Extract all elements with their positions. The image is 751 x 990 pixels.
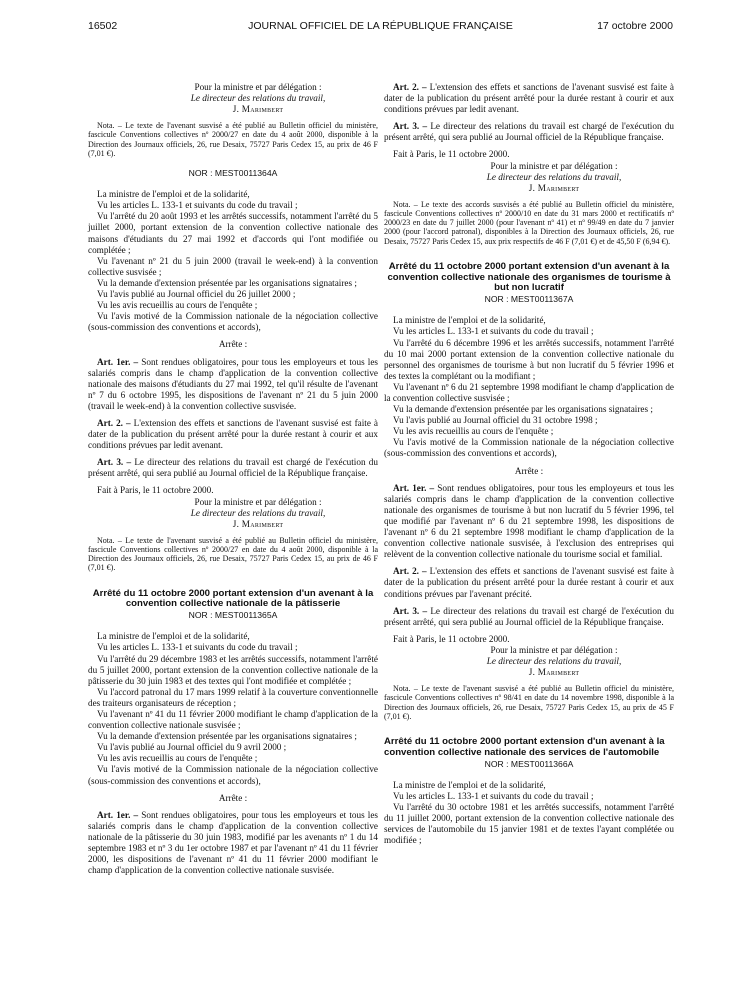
nota-text: Nota. – Le texte de l'avenant susvisé a été publié au Bulletin officiel du ministère, fascicule Conventions collectives nº 98/41 en date du 14 novembre 1998, disponible à la Direction des Journaux officiels, 26, rue Desaix, 75727 Paris Cedex 15, au prix de 45 F (7,01 €). [384,684,674,721]
arrete-title: Arrêté du 11 octobre 2000 portant extension d'un avenant à la convention collective nationale de la pâtisserie [92,587,374,610]
nota-text: Nota. – Le texte des accords susvisés a été publié au Bulletin officiel du ministère, fascicule Conventions collectives nº 2000/10 en date du 31 mars 2000 et rectificatifs nº 2000/23 en date du 7 juillet 2000 (pour l'avenant nº 41) et nº 99/49 en date du 7 janvier 2000 (pour l'accord patronal), disponibles à la Direction des Journaux officiels, 26, rue Desaix, 75727 Paris Cedex 15, aux prix respectifs de 46 F (7,01 €) et de 45,50 F (6,94 €). [384,199,674,246]
nota-text: Nota. – Le texte de l'avenant susvisé a été publié au Bulletin officiel du ministère, fascicule Conventions collectives nº 2000/27 en date du 4 août 2000, disponible à la Direction des Journaux officiels, 26, rue Desaix, 75727 Paris Cedex 15, au prix de 46 F (7,01 €). [88,535,378,573]
fait-a-paris: Fait à Paris, le 11 octobre 2000. [393,633,510,644]
article-3: Art. 3. – Le directeur des relations du travail est chargé de l'exécution du présent arrêté, qui sera publié au Journal officiel de la République française. [384,605,674,627]
page-number: 16502 [88,20,118,32]
fait-a-paris: Fait à Paris, le 11 octobre 2000. [393,149,510,160]
arrete-heading: Arrête : [218,792,248,803]
arrete-title: Arrêté du 11 octobre 2000 portant extension d'un avenant à la convention collective nationale des organismes de tourisme à but non lucratif [387,260,671,294]
arrete-heading: Arrête : [514,465,544,476]
article-3: Art. 3. – Le directeur des relations du travail est chargé de l'exécution du présent arrêté, qui sera publié au Journal officiel de la République française. [384,121,674,143]
nor-reference: NOR : MEST0011365A [188,610,278,621]
visas-list: La ministre de l'emploi et de la solidarité, Vu les articles L. 133-1 et suivants du code du travail ; Vu l'arrêté du 29 décembre 1983 et les arrêtés successifs, notamment l'arrêté du 5 juillet 2000, portant extension de la convention collective nationale de la pâtisserie du 30 juin 1983 et des textes qui l'ont modifiée et complétée ; Vu l'accord patronal du 17 mars 1999 relatif à la couverture conventionnelle des traiteurs organisateurs de réception ; Vu l'avenant nº 41 du 11 février 2000 modifiant le champ d'application de la convention collective nationale susvisée ; Vu la demande d'extension présentée par les organisations signataires ; Vu l'avis publié au Journal officiel du 9 avril 2000 ; Vu les avis recueillis au cours de l'enquête ; Vu l'avis motivé de la Commission nationale de la négociation collective (sous-commission des conventions et accords), [88,631,378,786]
page-header [88,20,673,34]
signature-block: Pour la ministre et par délégation : Le directeur des relations du travail, J. Marimbert [486,644,622,678]
visas-list: La ministre de l'emploi et de la solidarité, Vu les articles L. 133-1 et suivants du code du travail ; Vu l'arrêté du 6 décembre 1996 et les arrêtés successifs, notamment l'arrêté du 10 mai 2000 portant extension de la convention collective nationale du personnel des organismes de tourisme à but non lucratif du 5 février 1996 et des textes la complétant ou la modifiant ; Vu l'avenant nº 6 du 21 septembre 1998 modifiant le champ d'application de la convention collective susvisée ; Vu la demande d'extension présentée par les organisations signataires ; Vu l'avis publié au Journal officiel du 31 octobre 1998 ; Vu les avis recueillis au cours de l'enquête ; Vu l'avis motivé de la Commission nationale de la négociation collective (sous-commission des conventions et accords), [384,315,674,459]
right-column [384,82,674,846]
arrete-heading: Arrête : [218,339,248,350]
signature-block: Pour la ministre et par délégation : Le directeur des relations du travail, J. Marimbert [486,160,622,193]
article-2: Art. 2. – L'extension des effets et sanctions de l'avenant susvisé est faite à dater de la publication du présent arrêté pour la durée restant à courir et aux conditions prévues par ledit avenant. [384,82,674,115]
visas-list: La ministre de l'emploi et de la solidarité, Vu les articles L. 133-1 et suivants du code du travail ; Vu l'arrêté du 20 août 1993 et les arrêtés successifs, notamment l'arrêté du 5 juillet 2000, portant extension de la convention collective nationale des maisons d'étudiants du 27 mai 1992 et d'accords qui l'ont modifiée ou complétée ; Vu l'avenant nº 21 du 5 juin 2000 (travail le week-end) à la convention collective susvisée ; Vu la demande d'extension présentée par les organisations signataires ; Vu l'avis publié au Journal officiel du 26 juillet 2000 ; Vu les avis recueillis au cours de l'enquête ; Vu l'avis motivé de la Commission nationale de la négociation collective (sous-commission des conventions et accords), [88,189,378,333]
nota-text: Nota. – Le texte de l'avenant susvisé a été publié au Bulletin officiel du ministère, fascicule Conventions collectives nº 2000/27 en date du 4 août 2000, disponible à la Direction des Journaux officiels, 26, rue Desaix, 75727 Paris Cedex 15, au prix de 46 F (7,01 €). [88,121,378,158]
left-column [88,82,378,876]
journal-title: JOURNAL OFFICIEL DE LA RÉPUBLIQUE FRANÇAISE [248,20,513,32]
visas-list: La ministre de l'emploi et de la solidarité, Vu les articles L. 133-1 et suivants du code du travail ; Vu l'arrêté du 30 octobre 1981 et les arrêtés successifs, notamment l'arrêté du 11 juillet 2000, portant extension de la convention collective nationale des services de l'automobile du 15 janvier 1981 et de textes l'ayant complétée ou modifiée ; [384,779,674,846]
article-1: Art. 1er. – Sont rendues obligatoires, pour tous les employeurs et tous les salariés compris dans le champ d'application de la convention collective nationale des organismes de tourisme à but non lucratif du 5 février 1996, tel que modifié par l'avenant nº 6 du 21 septembre 1998, les dispositions de l'avenant nº 6 du 21 septembre 1998 modifiant le champ d'application de la convention collective nationale susvisée, à l'exclusion des entreprises qui relèvent de la convention collective nationale du tourisme social et familial. [384,482,674,560]
issue-date: 17 octobre 2000 [597,20,673,32]
article-3: Art. 3. – Le directeur des relations du travail est chargé de l'exécution du présent arrêté, qui sera publié au Journal officiel de la République française. [88,457,378,479]
arrete-title: Arrêté du 11 octobre 2000 portant extension d'un avenant à la convention collective nationale des services de l'automobile [384,735,665,758]
fait-a-paris: Fait à Paris, le 11 octobre 2000. [97,485,214,496]
nor-reference: NOR : MEST0011367A [484,294,574,305]
signature-block: Pour la ministre et par délégation : Le directeur des relations du travail, J. Marimbert [190,82,326,115]
signature-block: Pour la ministre et par délégation : Le directeur des relations du travail, J. Marimbert [190,496,326,529]
article-2: Art. 2. – L'extension des effets et sanctions de l'avenant susvisé est faite à dater de la publication du présent arrêté pour la durée restant à courir et aux conditions prévues par l'avenant précité. [384,566,674,599]
article-1: Art. 1er. – Sont rendues obligatoires, pour tous les employeurs et tous les salariés compris dans le champ d'application de la convention collective nationale des maisons d'étudiants du 27 mai 1992, tel qu'il résulte de l'avenant nº 7 du 6 octobre 1995, les dispositions de l'avenant nº 21 du 5 juin 2000 (travail le week-end) à la convention collective susvisée. [88,356,378,411]
article-2: Art. 2. – L'extension des effets et sanctions de l'avenant susvisé est faite à dater de la publication du présent arrêté pour la durée restant à courir et aux conditions prévues par ledit avenant. [88,417,378,451]
nor-reference: NOR : MEST0011366A [484,758,574,769]
article-1: Art. 1er. – Sont rendues obligatoires, pour tous les employeurs et tous les salariés compris dans le champ d'application de la convention collective nationale de la pâtisserie du 30 juin 1983, modifié par les avenants nº 1 du 14 septembre 1983 et nº 3 du 1er octobre 1987 et par l'avenant nº 41 du 11 février 2000, les dispositions de l'avenant nº 41 du 11 février 2000 modifiant le champ d'application de la convention collective nationale susvisée. [88,809,378,876]
nor-reference: NOR : MEST0011364A [188,168,278,179]
